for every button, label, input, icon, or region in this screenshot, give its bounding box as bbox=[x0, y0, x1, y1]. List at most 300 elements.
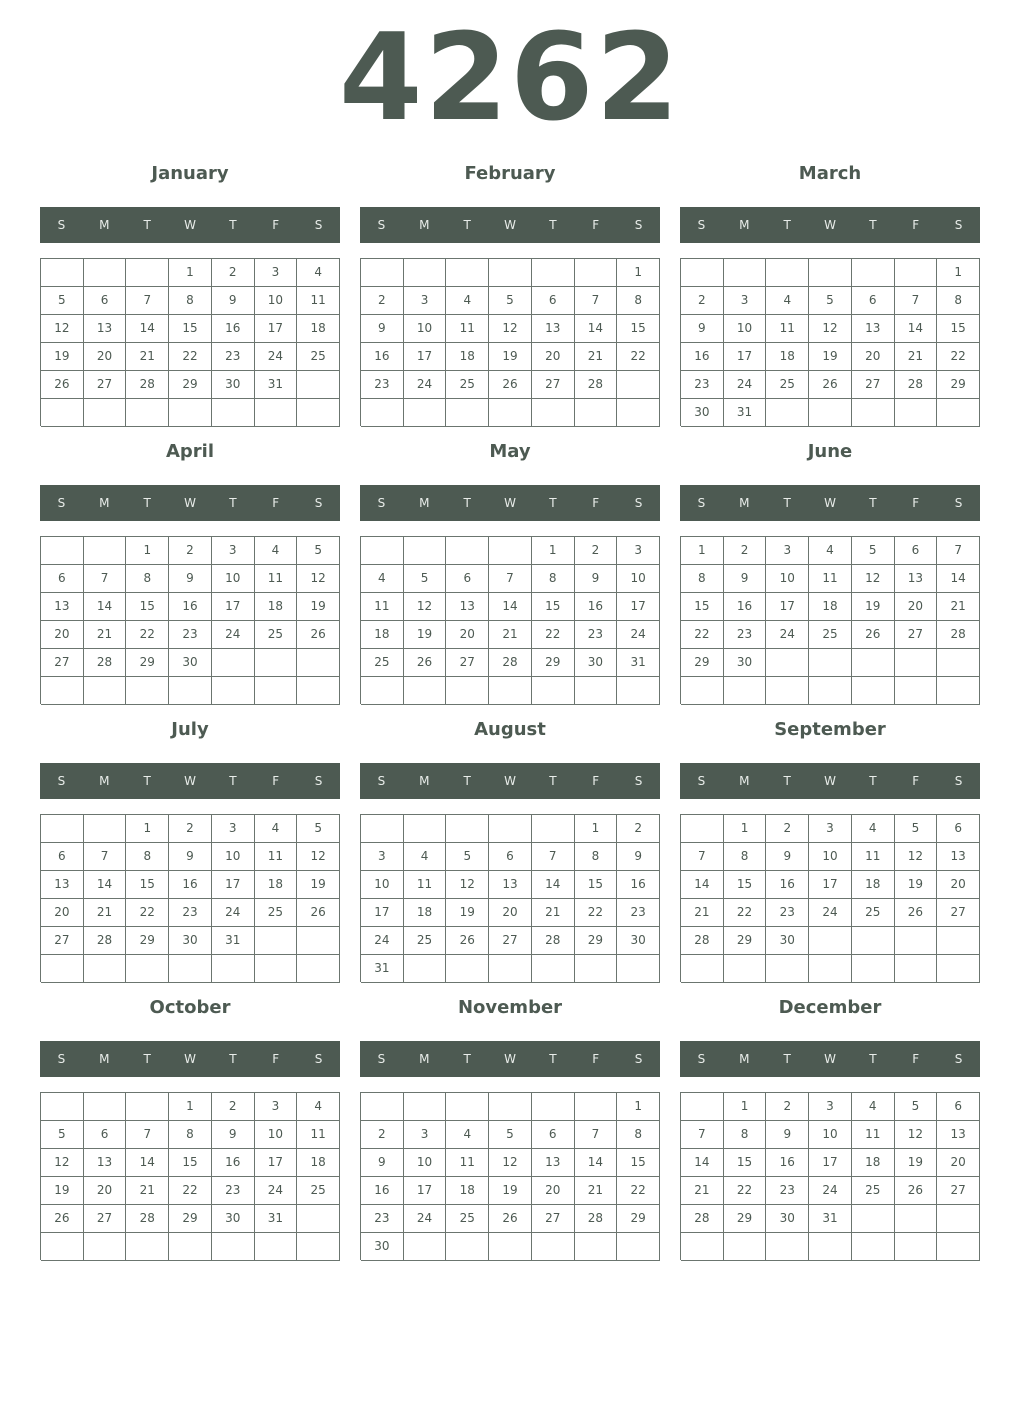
day-cell: 16 bbox=[212, 315, 255, 343]
day-cell: 1 bbox=[532, 537, 575, 565]
day-cell: 10 bbox=[617, 565, 660, 593]
months-grid bbox=[40, 160, 980, 1272]
day-cell: 28 bbox=[126, 1205, 169, 1233]
day-grid bbox=[680, 814, 980, 982]
day-cell bbox=[84, 677, 127, 705]
month-name: April bbox=[165, 441, 215, 462]
day-cell bbox=[681, 259, 724, 287]
day-cell: 21 bbox=[681, 1177, 724, 1205]
day-cell: 18 bbox=[404, 899, 447, 927]
day-cell: 24 bbox=[404, 371, 447, 399]
day-cell: 7 bbox=[126, 1121, 169, 1149]
day-cell: 25 bbox=[404, 927, 447, 955]
weekday-header bbox=[40, 1041, 340, 1077]
day-cell bbox=[212, 677, 255, 705]
day-cell: 20 bbox=[41, 621, 84, 649]
day-cell: 13 bbox=[937, 1121, 980, 1149]
day-cell: 16 bbox=[361, 343, 404, 371]
day-cell: 22 bbox=[617, 1177, 660, 1205]
day-cell: 13 bbox=[895, 565, 938, 593]
day-cell bbox=[617, 677, 660, 705]
day-cell: 5 bbox=[895, 1093, 938, 1121]
day-cell bbox=[212, 1233, 255, 1261]
day-cell: 22 bbox=[724, 899, 767, 927]
day-cell bbox=[297, 1205, 340, 1233]
day-cell: 6 bbox=[852, 287, 895, 315]
day-grid bbox=[680, 1092, 980, 1260]
day-cell: 4 bbox=[297, 1093, 340, 1121]
weekday-label: M bbox=[739, 496, 750, 510]
day-cell bbox=[532, 677, 575, 705]
day-cell bbox=[84, 815, 127, 843]
weekday-label: F bbox=[912, 218, 920, 232]
weekday-label: T bbox=[549, 774, 557, 788]
day-cell bbox=[212, 399, 255, 427]
day-cell: 5 bbox=[297, 815, 340, 843]
day-cell: 27 bbox=[895, 621, 938, 649]
day-cell: 7 bbox=[937, 537, 980, 565]
day-cell: 10 bbox=[809, 1121, 852, 1149]
day-cell bbox=[84, 399, 127, 427]
day-cell bbox=[617, 1233, 660, 1261]
day-cell bbox=[361, 259, 404, 287]
day-cell bbox=[895, 927, 938, 955]
weekday-label: T bbox=[143, 774, 151, 788]
day-grid bbox=[40, 814, 340, 982]
day-cell bbox=[41, 399, 84, 427]
day-cell: 6 bbox=[895, 537, 938, 565]
month-name: March bbox=[798, 163, 862, 184]
day-cell bbox=[895, 399, 938, 427]
day-cell bbox=[575, 259, 618, 287]
day-cell bbox=[84, 259, 127, 287]
day-cell: 26 bbox=[404, 649, 447, 677]
day-cell: 20 bbox=[937, 1149, 980, 1177]
day-cell: 10 bbox=[724, 315, 767, 343]
day-cell: 8 bbox=[169, 1121, 212, 1149]
day-cell: 1 bbox=[617, 259, 660, 287]
month-april bbox=[40, 438, 340, 716]
weekday-label: F bbox=[272, 496, 280, 510]
weekday-label: T bbox=[783, 774, 791, 788]
day-cell bbox=[361, 1093, 404, 1121]
day-cell bbox=[361, 677, 404, 705]
day-cell: 26 bbox=[489, 371, 532, 399]
day-cell: 26 bbox=[446, 927, 489, 955]
day-cell: 28 bbox=[681, 927, 724, 955]
weekday-label: S bbox=[57, 774, 66, 788]
weekday-label: M bbox=[419, 774, 430, 788]
day-cell: 30 bbox=[212, 371, 255, 399]
day-cell bbox=[41, 259, 84, 287]
day-cell: 13 bbox=[41, 871, 84, 899]
day-cell: 20 bbox=[41, 899, 84, 927]
weekday-header bbox=[680, 1041, 980, 1077]
day-cell: 8 bbox=[937, 287, 980, 315]
weekday-label: T bbox=[229, 1052, 237, 1066]
day-cell: 27 bbox=[41, 649, 84, 677]
month-name: June bbox=[807, 441, 853, 462]
weekday-label: T bbox=[783, 1052, 791, 1066]
month-march bbox=[680, 160, 980, 438]
month-february bbox=[360, 160, 660, 438]
day-cell: 28 bbox=[937, 621, 980, 649]
day-cell bbox=[297, 677, 340, 705]
day-cell bbox=[255, 1233, 298, 1261]
day-cell: 29 bbox=[532, 649, 575, 677]
weekday-label: T bbox=[143, 496, 151, 510]
day-cell bbox=[852, 1233, 895, 1261]
day-cell: 26 bbox=[895, 1177, 938, 1205]
day-cell: 18 bbox=[446, 343, 489, 371]
day-cell bbox=[404, 1093, 447, 1121]
weekday-header bbox=[40, 207, 340, 243]
day-cell bbox=[404, 955, 447, 983]
weekday-label: S bbox=[954, 496, 963, 510]
day-cell: 10 bbox=[212, 843, 255, 871]
day-cell: 26 bbox=[852, 621, 895, 649]
day-cell: 25 bbox=[255, 621, 298, 649]
day-cell: 10 bbox=[255, 287, 298, 315]
day-cell: 11 bbox=[809, 565, 852, 593]
day-cell bbox=[937, 1205, 980, 1233]
day-cell: 28 bbox=[575, 371, 618, 399]
day-cell: 22 bbox=[126, 899, 169, 927]
day-cell: 3 bbox=[404, 1121, 447, 1149]
day-cell: 11 bbox=[852, 843, 895, 871]
day-cell: 15 bbox=[617, 1149, 660, 1177]
day-cell: 7 bbox=[84, 565, 127, 593]
day-cell bbox=[84, 1093, 127, 1121]
day-cell: 30 bbox=[575, 649, 618, 677]
day-cell bbox=[404, 1233, 447, 1261]
day-cell bbox=[766, 259, 809, 287]
day-cell bbox=[404, 815, 447, 843]
day-cell: 21 bbox=[937, 593, 980, 621]
day-cell bbox=[532, 815, 575, 843]
day-cell: 14 bbox=[532, 871, 575, 899]
month-july bbox=[40, 716, 340, 994]
day-cell: 18 bbox=[766, 343, 809, 371]
day-cell: 18 bbox=[852, 871, 895, 899]
day-cell: 4 bbox=[404, 843, 447, 871]
month-september bbox=[680, 716, 980, 994]
day-cell bbox=[41, 955, 84, 983]
day-cell bbox=[255, 399, 298, 427]
day-cell: 27 bbox=[937, 899, 980, 927]
day-cell: 6 bbox=[41, 843, 84, 871]
day-cell: 25 bbox=[361, 649, 404, 677]
day-cell: 22 bbox=[937, 343, 980, 371]
day-cell: 20 bbox=[489, 899, 532, 927]
weekday-label: T bbox=[463, 496, 471, 510]
day-cell: 7 bbox=[895, 287, 938, 315]
day-cell: 9 bbox=[766, 1121, 809, 1149]
day-cell bbox=[895, 955, 938, 983]
day-cell: 5 bbox=[41, 1121, 84, 1149]
weekday-label: S bbox=[954, 218, 963, 232]
day-cell: 9 bbox=[361, 315, 404, 343]
weekday-label: W bbox=[824, 218, 836, 232]
weekday-label: M bbox=[419, 496, 430, 510]
day-cell: 23 bbox=[361, 371, 404, 399]
day-cell bbox=[937, 677, 980, 705]
weekday-label: F bbox=[912, 774, 920, 788]
day-cell bbox=[852, 955, 895, 983]
day-cell: 19 bbox=[489, 1177, 532, 1205]
day-cell: 15 bbox=[724, 1149, 767, 1177]
weekday-label: M bbox=[99, 218, 110, 232]
day-cell bbox=[84, 1233, 127, 1261]
day-cell: 28 bbox=[126, 371, 169, 399]
weekday-label: W bbox=[504, 1052, 516, 1066]
day-cell: 10 bbox=[766, 565, 809, 593]
weekday-label: F bbox=[912, 1052, 920, 1066]
day-cell: 18 bbox=[297, 315, 340, 343]
day-cell: 10 bbox=[404, 1149, 447, 1177]
month-october bbox=[40, 994, 340, 1272]
day-cell: 3 bbox=[617, 537, 660, 565]
day-cell: 2 bbox=[766, 815, 809, 843]
day-cell bbox=[766, 955, 809, 983]
day-cell: 17 bbox=[724, 343, 767, 371]
weekday-label: S bbox=[57, 1052, 66, 1066]
day-cell: 15 bbox=[532, 593, 575, 621]
day-cell: 4 bbox=[361, 565, 404, 593]
day-cell: 8 bbox=[617, 287, 660, 315]
day-cell: 8 bbox=[126, 565, 169, 593]
weekday-label: T bbox=[549, 496, 557, 510]
day-cell: 23 bbox=[766, 899, 809, 927]
day-cell: 26 bbox=[297, 621, 340, 649]
day-cell: 4 bbox=[852, 815, 895, 843]
day-cell: 19 bbox=[404, 621, 447, 649]
month-june bbox=[680, 438, 980, 716]
day-cell bbox=[809, 649, 852, 677]
day-cell: 31 bbox=[809, 1205, 852, 1233]
day-cell: 1 bbox=[724, 1093, 767, 1121]
day-cell: 25 bbox=[446, 371, 489, 399]
weekday-label: M bbox=[739, 774, 750, 788]
day-cell: 19 bbox=[297, 871, 340, 899]
day-cell: 21 bbox=[575, 1177, 618, 1205]
day-cell: 1 bbox=[575, 815, 618, 843]
day-grid bbox=[360, 258, 660, 426]
day-cell: 31 bbox=[724, 399, 767, 427]
day-cell: 14 bbox=[126, 1149, 169, 1177]
day-cell: 27 bbox=[532, 371, 575, 399]
day-cell: 24 bbox=[766, 621, 809, 649]
day-cell bbox=[41, 1093, 84, 1121]
weekday-label: S bbox=[697, 496, 706, 510]
day-cell: 29 bbox=[126, 649, 169, 677]
day-cell bbox=[895, 649, 938, 677]
day-cell bbox=[255, 955, 298, 983]
day-cell: 3 bbox=[212, 537, 255, 565]
day-cell: 21 bbox=[895, 343, 938, 371]
day-cell: 30 bbox=[617, 927, 660, 955]
day-cell: 24 bbox=[212, 899, 255, 927]
day-grid bbox=[360, 1092, 660, 1260]
day-cell bbox=[575, 1093, 618, 1121]
day-grid bbox=[680, 536, 980, 704]
weekday-label: T bbox=[463, 1052, 471, 1066]
month-name: December bbox=[778, 997, 882, 1018]
weekday-label: S bbox=[954, 1052, 963, 1066]
day-cell: 15 bbox=[937, 315, 980, 343]
day-cell: 2 bbox=[212, 259, 255, 287]
day-cell: 16 bbox=[169, 593, 212, 621]
day-cell: 28 bbox=[895, 371, 938, 399]
day-cell: 17 bbox=[809, 1149, 852, 1177]
day-cell: 29 bbox=[681, 649, 724, 677]
day-cell: 9 bbox=[169, 843, 212, 871]
day-cell: 12 bbox=[852, 565, 895, 593]
day-cell: 3 bbox=[809, 815, 852, 843]
day-cell: 6 bbox=[937, 1093, 980, 1121]
day-cell bbox=[446, 677, 489, 705]
day-cell bbox=[404, 677, 447, 705]
day-cell: 17 bbox=[255, 315, 298, 343]
day-cell: 20 bbox=[532, 1177, 575, 1205]
day-cell: 23 bbox=[681, 371, 724, 399]
day-cell: 19 bbox=[895, 1149, 938, 1177]
day-cell: 4 bbox=[446, 287, 489, 315]
day-cell: 10 bbox=[361, 871, 404, 899]
day-cell: 15 bbox=[169, 1149, 212, 1177]
day-cell: 29 bbox=[169, 1205, 212, 1233]
day-cell: 11 bbox=[255, 843, 298, 871]
weekday-header bbox=[40, 485, 340, 521]
day-cell: 11 bbox=[297, 287, 340, 315]
day-cell bbox=[575, 1233, 618, 1261]
day-cell: 12 bbox=[446, 871, 489, 899]
weekday-label: T bbox=[869, 496, 877, 510]
day-cell: 16 bbox=[681, 343, 724, 371]
day-cell: 13 bbox=[937, 843, 980, 871]
day-cell bbox=[169, 677, 212, 705]
weekday-label: S bbox=[634, 496, 643, 510]
day-cell: 27 bbox=[41, 927, 84, 955]
weekday-header bbox=[680, 485, 980, 521]
day-cell bbox=[724, 259, 767, 287]
day-cell bbox=[895, 1205, 938, 1233]
day-cell: 12 bbox=[489, 1149, 532, 1177]
day-cell: 11 bbox=[852, 1121, 895, 1149]
day-cell: 24 bbox=[361, 927, 404, 955]
weekday-label: T bbox=[463, 774, 471, 788]
day-cell: 31 bbox=[255, 1205, 298, 1233]
day-cell: 15 bbox=[169, 315, 212, 343]
day-cell: 18 bbox=[446, 1177, 489, 1205]
day-cell bbox=[895, 1233, 938, 1261]
weekday-label: W bbox=[184, 218, 196, 232]
day-cell: 4 bbox=[766, 287, 809, 315]
weekday-label: M bbox=[739, 1052, 750, 1066]
day-cell bbox=[489, 1093, 532, 1121]
weekday-label: F bbox=[592, 218, 600, 232]
day-cell: 27 bbox=[84, 371, 127, 399]
day-cell: 22 bbox=[169, 1177, 212, 1205]
day-cell: 27 bbox=[937, 1177, 980, 1205]
weekday-label: T bbox=[229, 496, 237, 510]
day-cell: 17 bbox=[404, 1177, 447, 1205]
day-cell bbox=[809, 1233, 852, 1261]
weekday-label: M bbox=[99, 1052, 110, 1066]
day-cell: 24 bbox=[255, 343, 298, 371]
weekday-header bbox=[680, 207, 980, 243]
day-cell: 22 bbox=[617, 343, 660, 371]
day-cell: 13 bbox=[852, 315, 895, 343]
month-name: November bbox=[457, 997, 563, 1018]
day-cell: 11 bbox=[404, 871, 447, 899]
day-cell: 13 bbox=[532, 315, 575, 343]
day-cell: 23 bbox=[724, 621, 767, 649]
day-cell: 10 bbox=[404, 315, 447, 343]
day-cell: 31 bbox=[212, 927, 255, 955]
day-cell: 26 bbox=[41, 371, 84, 399]
day-cell: 18 bbox=[809, 593, 852, 621]
day-cell bbox=[84, 537, 127, 565]
day-cell: 5 bbox=[41, 287, 84, 315]
day-cell: 21 bbox=[126, 343, 169, 371]
day-cell: 7 bbox=[126, 287, 169, 315]
day-cell bbox=[809, 259, 852, 287]
day-cell: 12 bbox=[809, 315, 852, 343]
day-cell: 13 bbox=[84, 1149, 127, 1177]
day-cell bbox=[489, 1233, 532, 1261]
day-cell: 12 bbox=[895, 1121, 938, 1149]
day-cell bbox=[446, 1233, 489, 1261]
day-cell: 7 bbox=[532, 843, 575, 871]
weekday-label: S bbox=[634, 1052, 643, 1066]
day-cell: 4 bbox=[446, 1121, 489, 1149]
day-cell: 30 bbox=[724, 649, 767, 677]
day-cell bbox=[169, 955, 212, 983]
weekday-label: F bbox=[592, 1052, 600, 1066]
weekday-label: S bbox=[697, 218, 706, 232]
day-cell: 13 bbox=[84, 315, 127, 343]
day-cell bbox=[126, 1233, 169, 1261]
weekday-label: S bbox=[314, 1052, 323, 1066]
weekday-label: S bbox=[314, 496, 323, 510]
day-cell bbox=[681, 1093, 724, 1121]
day-cell: 19 bbox=[297, 593, 340, 621]
day-cell: 13 bbox=[489, 871, 532, 899]
weekday-label: M bbox=[99, 496, 110, 510]
day-cell: 10 bbox=[255, 1121, 298, 1149]
day-cell: 20 bbox=[937, 871, 980, 899]
day-cell: 29 bbox=[169, 371, 212, 399]
month-name: August bbox=[474, 719, 546, 740]
day-cell: 2 bbox=[169, 537, 212, 565]
day-cell: 23 bbox=[617, 899, 660, 927]
day-cell bbox=[617, 371, 660, 399]
day-cell: 15 bbox=[126, 871, 169, 899]
day-cell: 30 bbox=[169, 649, 212, 677]
weekday-label: T bbox=[143, 218, 151, 232]
day-cell: 1 bbox=[169, 1093, 212, 1121]
day-cell: 23 bbox=[361, 1205, 404, 1233]
weekday-label: M bbox=[419, 218, 430, 232]
day-cell: 5 bbox=[489, 287, 532, 315]
day-cell: 7 bbox=[575, 1121, 618, 1149]
day-cell: 14 bbox=[84, 871, 127, 899]
day-cell: 19 bbox=[809, 343, 852, 371]
day-cell bbox=[766, 649, 809, 677]
weekday-label: T bbox=[229, 774, 237, 788]
day-cell: 21 bbox=[84, 899, 127, 927]
